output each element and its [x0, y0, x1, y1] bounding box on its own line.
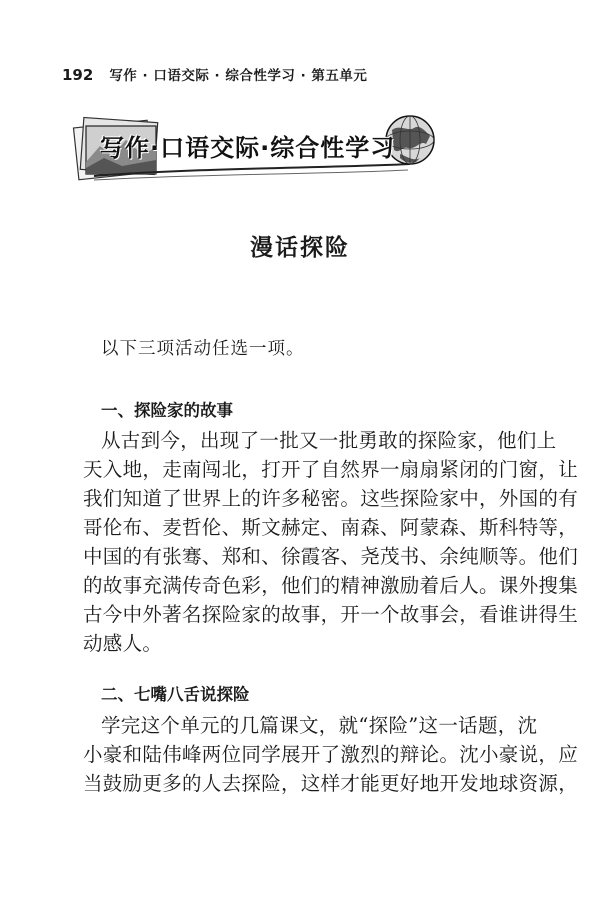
- paragraph-line: 学完这个单元的几篇课文，就“探险”这一话题，沈: [101, 714, 538, 737]
- paragraph-line: 天入地，走南闯北，打开了自然界一扇扇紧闭的门窗，让: [83, 458, 579, 481]
- paragraph-line: 小豪和陆伟峰两位同学展开了激烈的辩论。沈小豪说，应: [83, 743, 579, 766]
- paragraph-line: 中国的有张骞、郑和、徐霞客、尧茂书、余纯顺等。他们: [83, 545, 579, 568]
- paragraph-line: 的故事充满传奇色彩，他们的精神激励着后人。课外搜集: [83, 574, 579, 597]
- section-banner: [70, 110, 436, 190]
- section-heading: 一、探险家的故事: [101, 401, 233, 420]
- paragraph-line: 古今中外著名探险家的故事，开一个故事会，看谁讲得生: [83, 603, 579, 626]
- lesson-title: 漫话探险: [250, 235, 350, 261]
- paragraph-line: 哥伦布、麦哲伦、斯文赫定、南森、阿蒙森、斯科特等，: [83, 516, 579, 539]
- section-paragraph: [83, 426, 579, 658]
- intro-text: 以下三项活动任选一项。: [101, 339, 305, 359]
- running-header: [62, 64, 367, 86]
- page-number: 192: [62, 66, 94, 84]
- section-heading: 二、七嘴八舌说探险: [101, 685, 250, 704]
- paragraph-line: 从古到今，出现了一批又一批勇敢的探险家，他们上: [101, 429, 557, 452]
- banner-title: 写作·口语交际·综合性学习: [100, 134, 396, 162]
- section-paragraph: [83, 711, 579, 798]
- paragraph-line: 动感人。: [83, 632, 163, 655]
- paragraph-line: 我们知道了世界上的许多秘密。这些探险家中，外国的有: [83, 487, 579, 510]
- running-title: 写作 · 口语交际 · 综合性学习 · 第五单元: [109, 68, 368, 84]
- paragraph-line: 当鼓励更多的人去探险，这样才能更好地开发地球资源，: [83, 772, 579, 795]
